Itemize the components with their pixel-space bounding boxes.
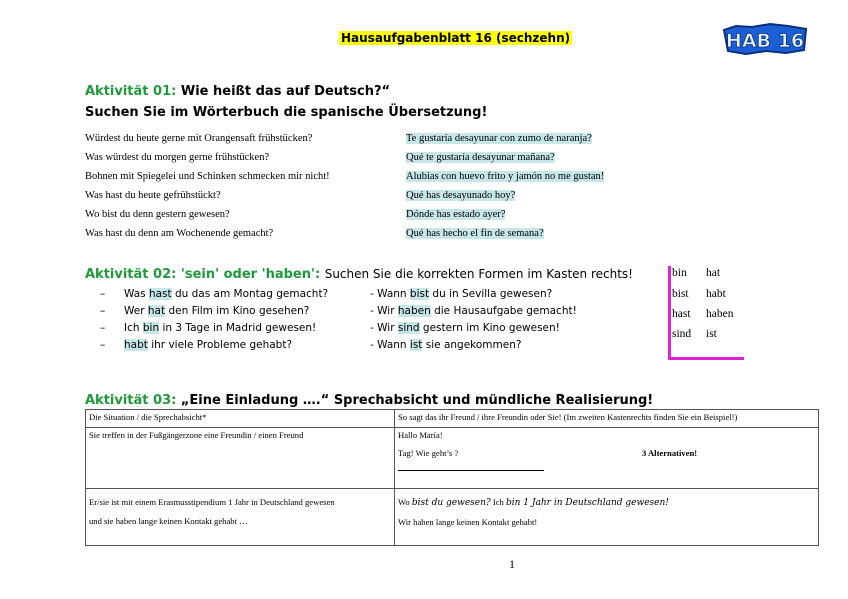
wordbox-bottom-border xyxy=(668,357,744,360)
act2-right-1: - Wann bist du in Sevilla gewesen? xyxy=(370,288,553,300)
act1-es-1: Te gustaría desayunar con zumo de naranja? xyxy=(406,133,592,144)
act1-es-2: Qué te gustaría desayunar mañana? xyxy=(406,152,555,163)
act2-left-2: – Wer hat den Film im Kino gesehen? xyxy=(100,305,310,317)
wordbox-left-border xyxy=(668,266,671,359)
page-title: Hausaufgabenblatt 16 (sechzehn) xyxy=(341,31,571,45)
wordbox-hat: hat xyxy=(706,267,721,279)
act1-es-4: Qué has desayunado hoy? xyxy=(406,190,516,201)
logo-text: HAB 16 xyxy=(725,30,805,52)
act1-de-3: Bohnen mit Spiegelei und Schinken schmecken mir nicht! xyxy=(85,171,330,182)
act2-right-4: - Wann ist sie angekommen? xyxy=(370,339,522,351)
act2-right-3: - Wir sind gestern im Kino gewesen! xyxy=(370,322,560,334)
act2-left-3: – Ich bin in 3 Tage in Madrid gewesen! xyxy=(100,322,317,334)
act2-label2: 'sein' oder 'haben': xyxy=(180,267,321,282)
act1-de-1: Würdest du heute gerne mit Orangensaft frühstücken? xyxy=(85,133,313,144)
wordbox-bist: bist xyxy=(672,288,689,300)
table-cell-response-1: Hallo María! Tag! Wie geht’s ? 3 Alternativen! xyxy=(395,428,819,489)
act1-de-4: Was hast du heute gefrühstückt? xyxy=(85,190,221,201)
act2-right-2: - Wir haben die Hausaufgabe gemacht! xyxy=(370,305,577,317)
answer-line xyxy=(398,470,544,471)
table-cell-response-2: Wo bist du gewesen? Ich bin 1 Jahr in Deutschland gewesen! Wir haben lange keinen Kontakt gehabt! xyxy=(395,489,819,546)
act1-es-6: Qué has hecho el fin de semana? xyxy=(406,228,544,239)
act1-de-5: Wo bist du denn gestern gewesen? xyxy=(85,209,230,220)
act2-left-4: – habt ihr viele Probleme gehabt? xyxy=(100,339,293,351)
act3-table xyxy=(85,409,819,546)
act1-es-3: Alubias con huevo frito y jamón no me gustan! xyxy=(406,171,605,182)
act3-label: Aktivität 03: xyxy=(85,393,177,408)
wordbox-bin: bin xyxy=(672,267,687,279)
act1-subheading: Suchen Sie im Wörterbuch die spanische Übersetzung! xyxy=(85,105,488,120)
act1-title: Wie heißt das auf Deutsch?“ xyxy=(180,84,391,99)
table-row xyxy=(86,410,819,428)
act2-label: Aktivität 02: xyxy=(85,267,177,282)
act1-label: Aktivität 01: xyxy=(85,84,177,99)
wordbox-habt: habt xyxy=(706,288,726,300)
table-row xyxy=(86,428,819,489)
act1-de-2: Was würdest du morgen gerne frühstücken? xyxy=(85,152,270,163)
act1-es-5: Dónde has estado ayer? xyxy=(406,209,506,220)
wordbox-hast: hast xyxy=(672,308,691,320)
table-cell-situation-1: Sie treffen in der Fußgängerzone eine Freundin / einen Freund xyxy=(86,428,395,489)
act3-title: „Eine Einladung ….“ Sprechabsicht und mündliche Realisierung! xyxy=(180,393,654,408)
act3-heading xyxy=(85,393,653,408)
wordbox-ist: ist xyxy=(706,328,717,340)
table-header-situation: Die Situation / die Sprechabsicht* xyxy=(86,410,395,428)
wordbox-sind: sind xyxy=(672,328,692,340)
wordbox-haben: haben xyxy=(706,308,734,320)
table-row xyxy=(86,489,819,546)
act2-instruction: Suchen Sie die korrekten Formen im Kasten rechts! xyxy=(324,267,633,281)
act1-heading xyxy=(85,84,390,99)
table-cell-situation-2: Er/sie ist mit einem Erasmusstipendium 1 Jahr in Deutschland gewesen und sie haben lange keinen Kontakt gehabt … xyxy=(86,489,395,546)
table-header-response: So sagt das ihr Freund / ihre Freundin oder Sie! (Im zweiten Kastenrechts finden Sie ein Beispiel!) xyxy=(395,410,819,428)
act2-heading xyxy=(85,267,633,282)
act1-de-6: Was hast du denn am Wochenende gemacht? xyxy=(85,228,274,239)
act2-left-1: – Was hast du das am Montag gemacht? xyxy=(100,288,329,300)
hab16-logo xyxy=(722,20,808,58)
page-number: 1 xyxy=(509,557,515,571)
